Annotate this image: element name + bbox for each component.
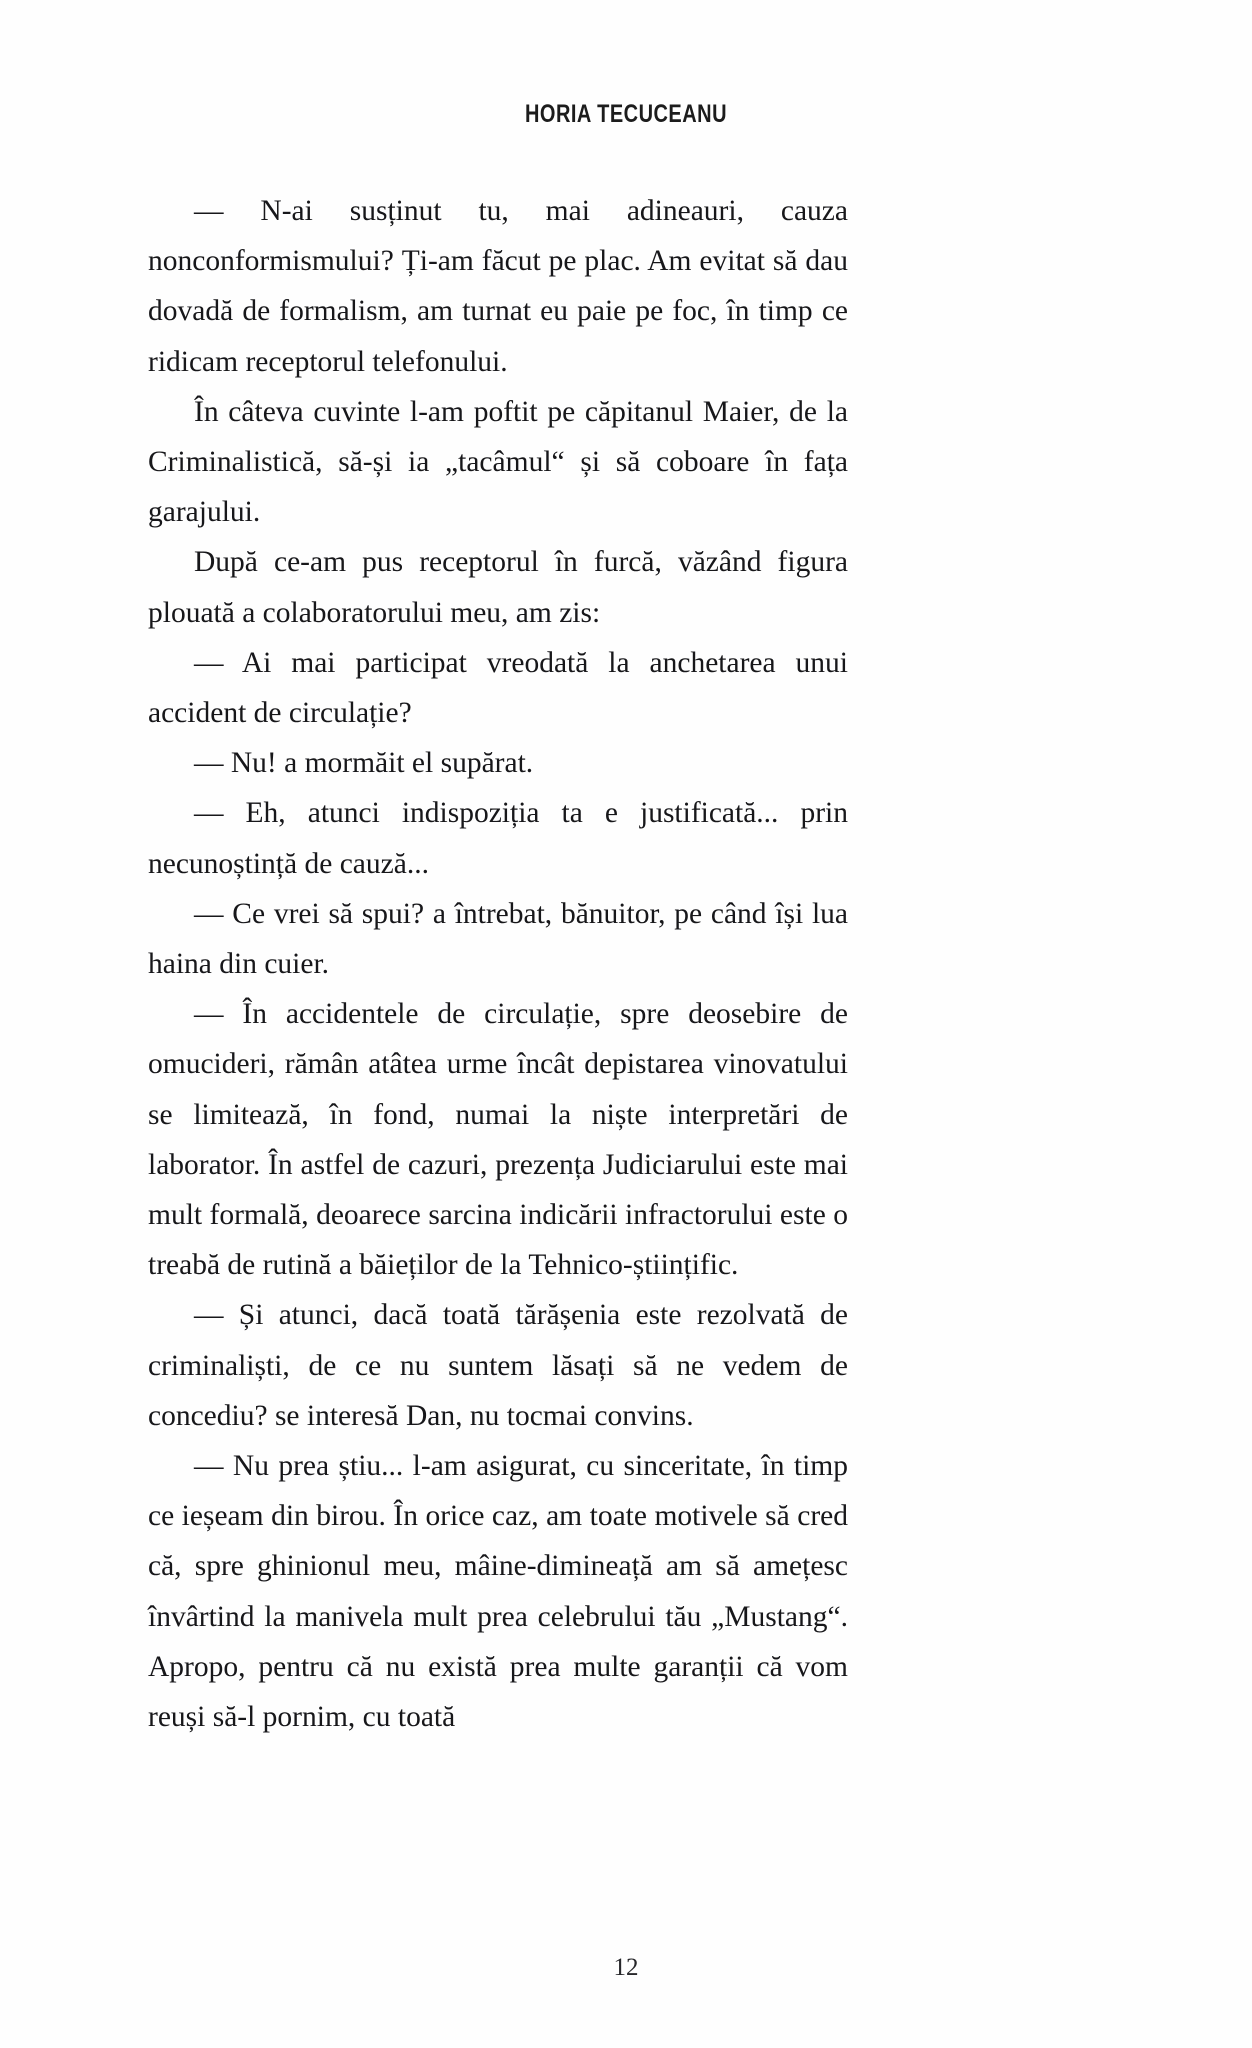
paragraph: — Nu! a mormăit el supărat. [194, 747, 534, 780]
running-head: HORIA TECUCEANU [524, 100, 728, 128]
paragraph: — Ce vrei să spui? a întrebat, bănuitor, pe când își lua haina din cuier. [148, 897, 848, 981]
body-text-block [148, 186, 848, 1742]
paragraph: — Ai mai participat vreodată la anchetarea unui accident de circulație? [148, 646, 848, 730]
paragraph: — Și atunci, dacă toată tărășenia este rezolvată de criminaliști, de ce nu suntem lăsați să ne vedem de concediu? se interesă Dan, nu tocmai convins. [148, 1299, 848, 1432]
paragraph: — N-ai susținut tu, mai adineauri, cauza nonconformismului? Ți-am făcut pe plac. Am evitat să dau dovadă de formalism, am turnat eu paie pe foc, în timp ce ridicam receptorul telefonului. [148, 195, 848, 378]
paragraph: — Nu prea știu... l-am asigurat, cu sinceritate, în timp ce ieșeam din birou. În orice caz, am toate motivele să cred că, spre ghinionul meu, mâine-dimineață am să amețesc învârtind la manivela mult prea celebrului tău „Mustang“. Apropo, pentru că nu există prea multe garanții că vom reuși să-l pornim, cu toată [148, 1450, 848, 1734]
paragraph: După ce-am pus receptorul în furcă, văzând figura plouată a colaboratorului meu, am zis: [148, 546, 848, 629]
paragraph: În câteva cuvinte l-am poftit pe căpitanul Maier, de la Criminalistică, să-și ia „tacâmul“ și să coboare în fața garajului. [148, 395, 848, 529]
page-number: 12 [613, 1954, 639, 1981]
paragraph: — Eh, atunci indispoziția ta e justificată... prin necunoștință de cauză... [148, 797, 848, 880]
paragraph: — În accidentele de circulație, spre deosebire de omucideri, rămân atâtea urme încât depistarea vinovatului se limitează, în fond, numai la niște interpretări de laborator. În astfel de cazuri, prezența Judiciarului este mai mult formală, deoarece sarcina indicării infractorului este o treabă de rutină a băieților de la Tehnico-științific. [148, 998, 848, 1282]
